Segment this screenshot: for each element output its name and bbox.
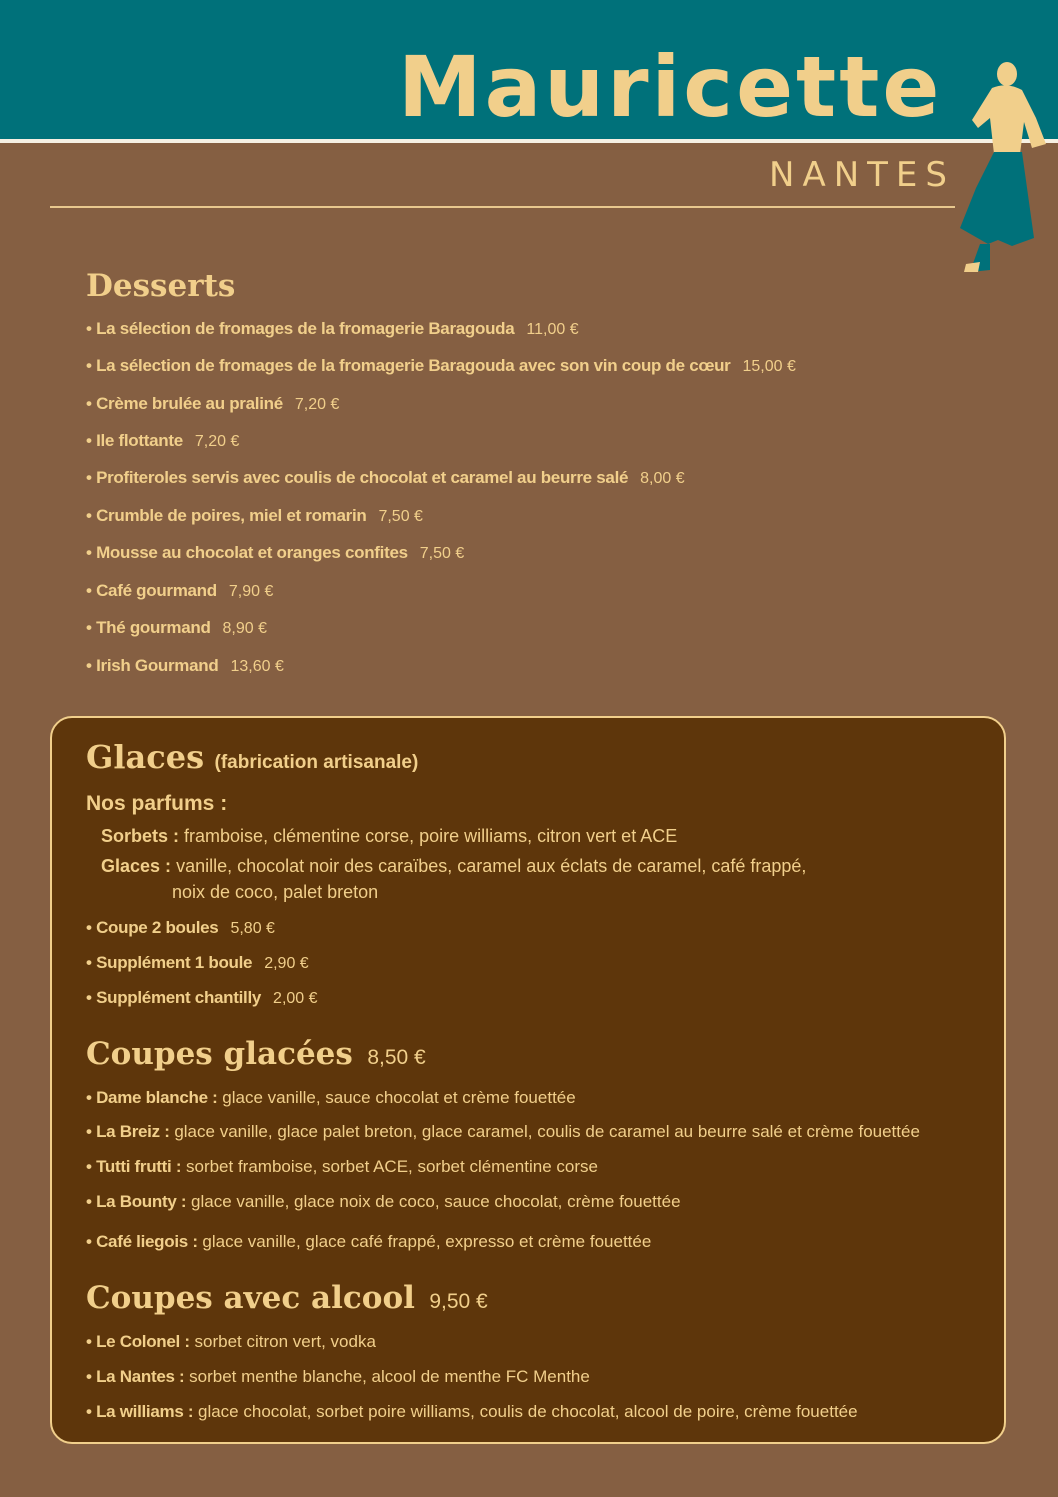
coupe-desc: glace vanille, glace noix de coco, sauce chocolat, crème fouettée (191, 1192, 681, 1211)
glace-item (86, 988, 318, 1008)
dessert-price: 11,00 € (526, 321, 579, 338)
dessert-item (86, 394, 339, 414)
coupe-name: • La Breiz : (86, 1122, 170, 1141)
header-divider (0, 139, 1058, 143)
dessert-item (86, 618, 267, 638)
dessert-price: 15,00 € (742, 358, 796, 375)
dessert-name: • La sélection de fromages de la fromagerie Baragouda avec son vin coup de cœur (86, 356, 731, 375)
glace-item-name: • Supplément 1 boule (86, 953, 253, 972)
coupes-alcool-price: 9,50 € (429, 1290, 488, 1313)
alcool-desc: glace chocolat, sorbet poire williams, coulis de chocolat, alcool de poire, crème fouettée (198, 1402, 858, 1421)
glace-item-name: • Coupe 2 boules (86, 918, 219, 937)
coupe-desc: sorbet framboise, sorbet ACE, sorbet clémentine corse (185, 1157, 598, 1176)
dessert-name: • Mousse au chocolat et oranges confites (86, 543, 408, 562)
sorbets-label: Sorbets : (101, 826, 180, 846)
alcool-desc: sorbet menthe blanche, alcool de menthe FC Menthe (189, 1367, 590, 1386)
glaces-heading (86, 738, 418, 776)
dessert-name: • Café gourmand (86, 581, 217, 600)
dessert-name: • Crème brulée au praliné (86, 394, 283, 413)
coupes-alcool-title: Coupes avec alcool (86, 1280, 415, 1316)
glaces-label: Glaces : (101, 856, 172, 876)
dessert-name: • Irish Gourmand (86, 656, 219, 675)
alcool-item (86, 1332, 376, 1352)
brand-logo: Mauricette (398, 38, 943, 136)
dessert-name: • Crumble de poires, miel et romarin (86, 506, 367, 525)
glace-item (86, 918, 275, 938)
glaces-line (101, 856, 806, 877)
coupe-desc: glace vanille, sauce chocolat et crème fouettée (222, 1088, 576, 1107)
coupe-item (86, 1157, 598, 1177)
glaces-text: vanille, chocolat noir des caraïbes, caramel aux éclats de caramel, café frappé, (176, 856, 807, 876)
sorbets-line (101, 826, 677, 847)
dessert-name: • La sélection de fromages de la fromagerie Baragouda (86, 319, 515, 338)
coupe-desc: glace vanille, glace palet breton, glace caramel, coulis de caramel au beurre salé et crème fouettée (174, 1122, 920, 1141)
coupes-glacees-title: Coupes glacées (86, 1036, 353, 1072)
coupe-name: • Dame blanche : (86, 1088, 218, 1107)
dessert-item (86, 581, 273, 601)
alcool-item (86, 1367, 590, 1387)
coupe-item (86, 1192, 681, 1212)
glace-item-price: 2,90 € (264, 955, 309, 972)
dessert-item (86, 431, 239, 451)
dessert-name: • Profiteroles servis avec coulis de chocolat et caramel au beurre salé (86, 468, 629, 487)
header-rule (50, 206, 955, 208)
sorbets-text: framboise, clémentine corse, poire williams, citron vert et ACE (184, 826, 678, 846)
glaces-title: Glaces (86, 738, 205, 776)
alcool-desc: sorbet citron vert, vodka (194, 1332, 376, 1351)
dessert-price: 8,00 € (640, 470, 685, 487)
coupe-name: • La Bounty : (86, 1192, 187, 1211)
dessert-name: • Ile flottante (86, 431, 183, 450)
coupe-desc: glace vanille, glace café frappé, expresso et crème fouettée (202, 1232, 652, 1251)
dessert-price: 7,50 € (419, 545, 465, 562)
dessert-item (86, 543, 464, 563)
coupes-alcool-heading (86, 1280, 488, 1316)
coupe-item (86, 1122, 920, 1142)
coupe-name: • Tutti frutti : (86, 1157, 182, 1176)
coupes-glacees-heading (86, 1036, 426, 1072)
glace-item-name: • Supplément chantilly (86, 988, 262, 1007)
alcool-name: • La Nantes : (86, 1367, 185, 1386)
coupes-glacees-price: 8,50 € (367, 1046, 426, 1069)
dessert-item (86, 656, 284, 676)
alcool-name: • La williams : (86, 1402, 194, 1421)
dessert-price: 7,20 € (294, 396, 340, 413)
dessert-item (86, 319, 579, 339)
alcool-item (86, 1402, 858, 1422)
glaces-subtitle: (fabrication artisanale) (214, 752, 419, 773)
city-name: NANTES (769, 155, 955, 195)
desserts-title: Desserts (86, 268, 236, 304)
coupe-name: • Café liegois : (86, 1232, 198, 1251)
dessert-item (86, 356, 796, 376)
alcool-name: • Le Colonel : (86, 1332, 190, 1351)
coupe-item (86, 1232, 651, 1252)
dessert-price: 7,50 € (378, 508, 423, 525)
desserts-section (86, 268, 986, 304)
parfums-label: Nos parfums : (86, 792, 228, 815)
dessert-name: • Thé gourmand (86, 618, 211, 637)
dessert-price: 7,20 € (194, 433, 240, 450)
glaces-text-continued: noix de coco, palet breton (172, 882, 379, 902)
dessert-item (86, 506, 423, 526)
glace-item-price: 5,80 € (230, 920, 275, 937)
glace-item (86, 953, 309, 973)
coupe-item (86, 1088, 576, 1108)
waiter-figure-illustration (950, 58, 1050, 278)
dessert-price: 13,60 € (230, 658, 284, 675)
dessert-price: 7,90 € (228, 583, 274, 600)
glace-item-price: 2,00 € (273, 990, 318, 1007)
dessert-item (86, 468, 685, 488)
dessert-price: 8,90 € (222, 620, 268, 637)
